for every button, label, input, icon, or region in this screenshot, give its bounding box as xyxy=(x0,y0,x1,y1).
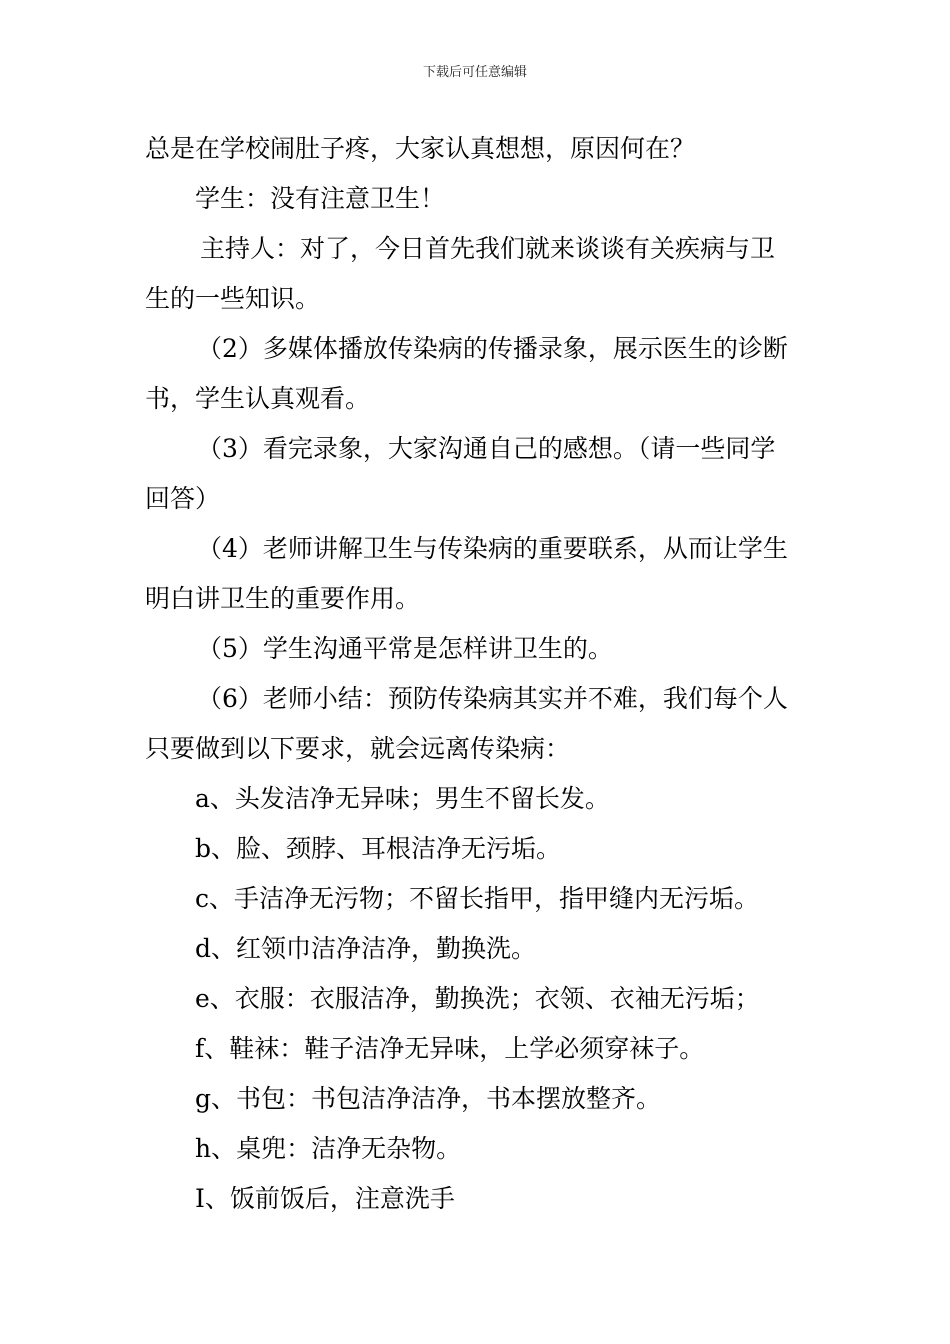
list-item: a、头发洁净无异味；男生不留长发。 xyxy=(195,784,610,813)
list-item: b、脸、颈脖、耳根洁净无污垢。 xyxy=(195,834,562,863)
text-line: 学生：没有注意卫生！ xyxy=(195,184,446,213)
list-item: f、鞋袜：鞋子洁净无异味，上学必须穿袜子。 xyxy=(195,1034,705,1063)
text-line: 回答） xyxy=(145,484,221,513)
page-header: 下载后可任意编辑 xyxy=(422,65,527,80)
list-item: g、书包：书包洁净洁净，书本摆放整齐。 xyxy=(195,1084,662,1113)
text-line: （4）老师讲解卫生与传染病的重要联系，从而让学生 xyxy=(197,534,788,563)
text-line: 明白讲卫生的重要作用。 xyxy=(145,584,421,613)
list-item: d、红领巾洁净洁净，勤换洗。 xyxy=(195,934,537,963)
text-line: （3）看完录象，大家沟通自己的感想。（请一些同学 xyxy=(197,434,776,463)
text-line: （2）多媒体播放传染病的传播录象，展示医生的诊断 xyxy=(197,334,788,363)
text-line: （6）老师小结：预防传染病其实并不难，我们每个人 xyxy=(197,684,788,713)
list-item: c、手洁净无污物；不留长指甲，指甲缝内无污垢。 xyxy=(195,884,760,913)
text-line: （5）学生沟通平常是怎样讲卫生的。 xyxy=(197,634,613,663)
text-line: 主持人：对了，今日首先我们就来谈谈有关疾病与卫 xyxy=(200,234,776,263)
text-line: 书，学生认真观看。 xyxy=(145,384,371,413)
list-item: e、衣服：衣服洁净，勤换洗；衣领、衣袖无污垢； xyxy=(195,984,760,1013)
list-item: h、桌兜：洁净无杂物。 xyxy=(195,1134,462,1163)
text-line: 生的一些知识。 xyxy=(145,284,321,313)
text-line: 只要做到以下要求，就会远离传染病： xyxy=(145,734,571,763)
list-item: I、饭前饭后，注意洗手 xyxy=(195,1184,455,1213)
text-line: 总是在学校闹肚子疼，大家认真想想，原因何在？ xyxy=(145,134,696,163)
